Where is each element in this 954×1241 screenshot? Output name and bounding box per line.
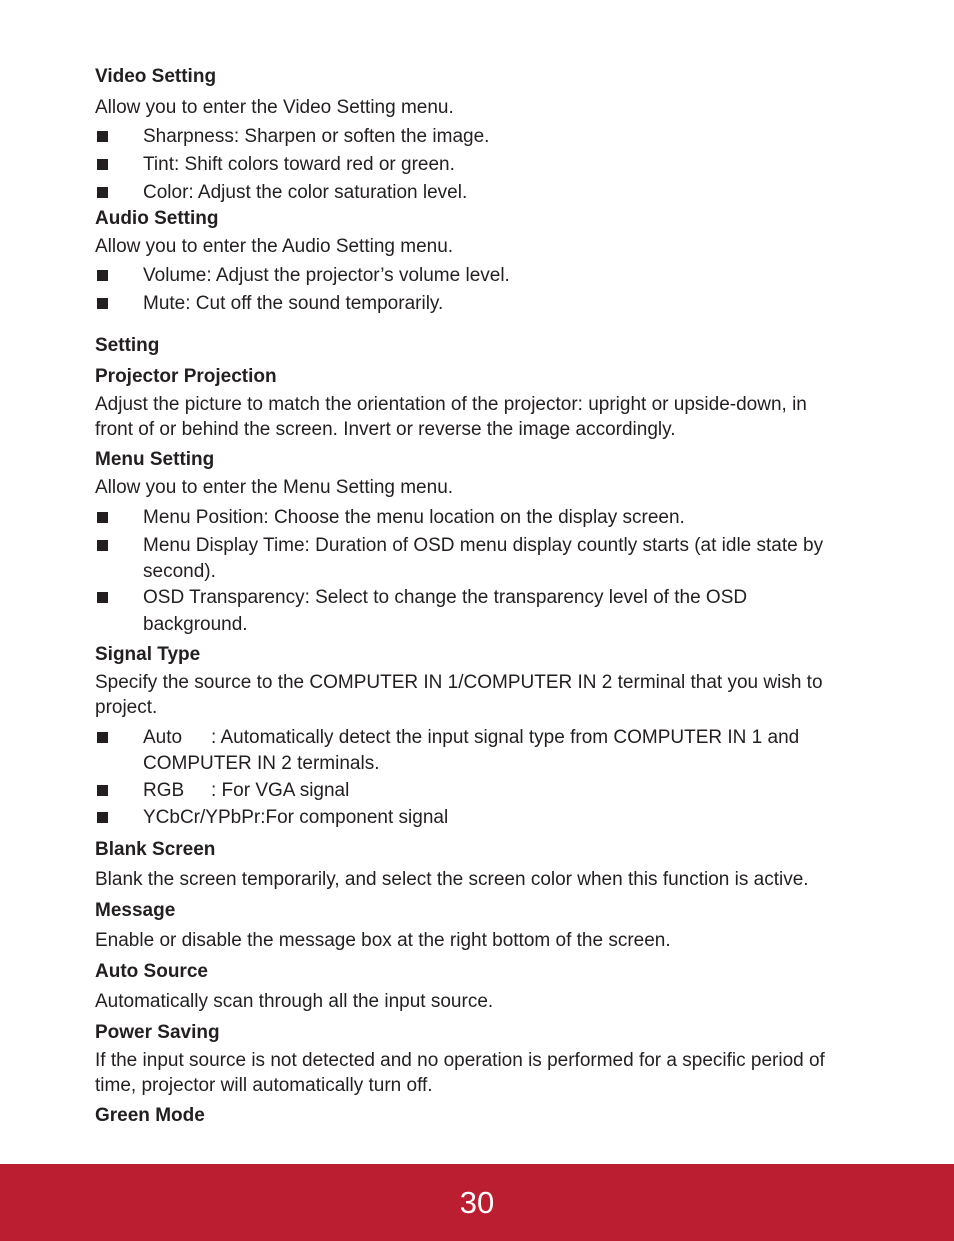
- rgb-text: : For VGA signal: [211, 780, 350, 801]
- list-item: OSD Transparency: Select to change the transparency level of the OSD: [143, 587, 748, 608]
- list-item: Volume: Adjust the projector’s volume level.: [143, 265, 510, 286]
- list-item: Mute: Cut off the sound temporarily.: [143, 293, 444, 314]
- menu-setting-heading: Menu Setting: [95, 449, 215, 470]
- projector-projection-desc: front of or behind the screen. Invert or reverse the image accordingly.: [95, 419, 676, 440]
- message-heading: Message: [95, 900, 176, 921]
- rgb-label: RGB: [143, 780, 185, 801]
- list-item: Menu Position: Choose the menu location on the display screen.: [143, 507, 685, 528]
- list-item: Sharpness: Sharpen or soften the image.: [143, 126, 490, 147]
- bullet-icon: [97, 270, 108, 281]
- bullet-icon: [97, 512, 108, 523]
- list-item-cont: second).: [143, 561, 216, 582]
- bullet-icon: [97, 540, 108, 551]
- list-item: YCbCr/YPbPr:For component signal: [143, 807, 449, 828]
- video-setting-desc: Allow you to enter the Video Setting menu.: [95, 97, 454, 118]
- list-item: [143, 778, 349, 804]
- list-item-cont: background.: [143, 614, 248, 635]
- bullet-icon: [97, 812, 108, 823]
- projector-projection-desc: Adjust the picture to match the orientation of the projector: upright or upside-down, in: [95, 394, 807, 415]
- signal-type-desc: Specify the source to the COMPUTER IN 1/COMPUTER IN 2 terminal that you wish to: [95, 672, 823, 693]
- signal-type-desc: project.: [95, 697, 158, 718]
- power-saving-heading: Power Saving: [95, 1022, 220, 1043]
- power-saving-desc: time, projector will automatically turn off.: [95, 1075, 433, 1096]
- video-setting-heading: Video Setting: [95, 66, 217, 87]
- auto-text: : Automatically detect the input signal type from COMPUTER IN 1 and: [211, 727, 800, 748]
- projector-projection-heading: Projector Projection: [95, 366, 277, 387]
- auto-source-desc: Automatically scan through all the input source.: [95, 991, 494, 1012]
- bullet-icon: [97, 187, 108, 198]
- list-item: Tint: Shift colors toward red or green.: [143, 154, 455, 175]
- auto-label: Auto: [143, 727, 183, 748]
- bullet-icon: [97, 131, 108, 142]
- list-item: [143, 725, 799, 751]
- auto-source-heading: Auto Source: [95, 961, 208, 982]
- audio-setting-heading: Audio Setting: [95, 208, 219, 229]
- message-desc: Enable or disable the message box at the right bottom of the screen.: [95, 930, 671, 951]
- menu-setting-desc: Allow you to enter the Menu Setting menu.: [95, 477, 454, 498]
- green-mode-heading: Green Mode: [95, 1105, 205, 1126]
- list-item-cont: COMPUTER IN 2 terminals.: [143, 753, 380, 774]
- power-saving-desc: If the input source is not detected and no operation is performed for a specific period of: [95, 1050, 825, 1071]
- page-number: 30: [459, 1185, 495, 1220]
- bullet-icon: [97, 159, 108, 170]
- list-item: Menu Display Time: Duration of OSD menu display countly starts (at idle state by: [143, 535, 824, 556]
- audio-setting-desc: Allow you to enter the Audio Setting menu.: [95, 236, 454, 257]
- signal-type-heading: Signal Type: [95, 644, 201, 665]
- bullet-icon: [97, 732, 108, 743]
- setting-title: Setting: [95, 335, 160, 356]
- bullet-icon: [97, 592, 108, 603]
- bullet-icon: [97, 785, 108, 796]
- blank-screen-desc: Blank the screen temporarily, and select the screen color when this function is active.: [95, 869, 809, 890]
- blank-screen-heading: Blank Screen: [95, 839, 216, 860]
- list-item: Color: Adjust the color saturation level.: [143, 182, 468, 203]
- bullet-icon: [97, 298, 108, 309]
